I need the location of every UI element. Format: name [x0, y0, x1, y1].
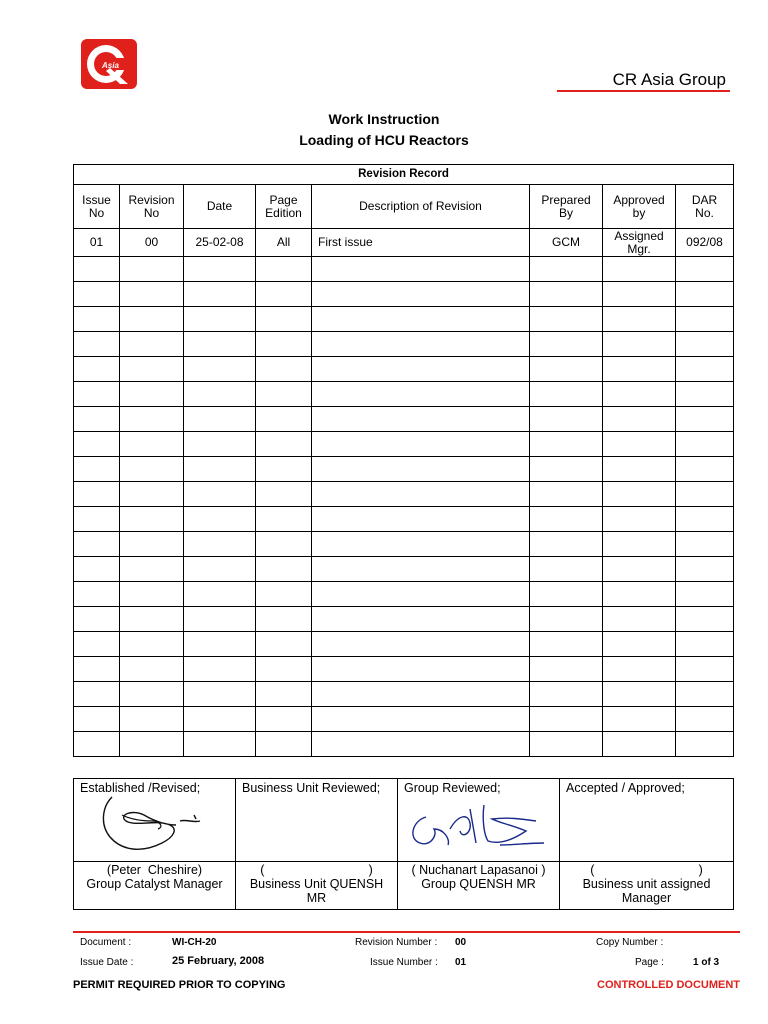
empty-cell [530, 607, 603, 632]
empty-cell [530, 557, 603, 582]
empty-cell [312, 507, 530, 532]
empty-cell [120, 457, 184, 482]
empty-cell [74, 507, 120, 532]
accepted-signatory [560, 862, 734, 910]
empty-table-row [74, 582, 734, 607]
signatory-role: Business unit assigned Manager [582, 877, 711, 905]
issue-date-label: Issue Date : [80, 957, 134, 968]
empty-cell [256, 307, 312, 332]
empty-table-row [74, 732, 734, 757]
revision-number-label: Revision Number : [355, 937, 438, 948]
empty-cell [184, 582, 256, 607]
empty-cell [603, 507, 676, 532]
empty-cell [603, 482, 676, 507]
empty-cell [74, 407, 120, 432]
empty-cell [676, 682, 734, 707]
empty-cell [256, 582, 312, 607]
empty-cell [74, 557, 120, 582]
empty-cell [74, 382, 120, 407]
signatory-name: ( ) [590, 863, 703, 877]
empty-cell [120, 707, 184, 732]
empty-cell [530, 357, 603, 382]
empty-cell [184, 507, 256, 532]
empty-table-row [74, 682, 734, 707]
empty-cell [256, 457, 312, 482]
revision-record-table [73, 164, 734, 757]
empty-cell [676, 657, 734, 682]
empty-cell [120, 307, 184, 332]
empty-cell [256, 357, 312, 382]
signatory-role: Business Unit QUENSH MR [249, 877, 384, 905]
cell-issue: 01 [74, 229, 120, 257]
empty-cell [256, 382, 312, 407]
empty-cell [184, 382, 256, 407]
empty-cell [74, 657, 120, 682]
empty-cell [530, 582, 603, 607]
empty-table-row [74, 607, 734, 632]
empty-cell [184, 607, 256, 632]
empty-table-row [74, 432, 734, 457]
document-value: WI-CH-20 [172, 937, 217, 948]
empty-cell [603, 282, 676, 307]
col-issue-no: Issue No [74, 185, 120, 229]
empty-cell [530, 382, 603, 407]
empty-cell [530, 257, 603, 282]
empty-cell [74, 532, 120, 557]
empty-cell [184, 532, 256, 557]
empty-table-row [74, 457, 734, 482]
empty-cell [74, 307, 120, 332]
empty-cell [120, 732, 184, 757]
empty-cell [312, 482, 530, 507]
empty-cell [676, 407, 734, 432]
empty-cell [312, 707, 530, 732]
empty-cell [312, 332, 530, 357]
empty-cell [530, 457, 603, 482]
empty-table-row [74, 407, 734, 432]
empty-cell [74, 357, 120, 382]
empty-cell [676, 482, 734, 507]
empty-cell [603, 457, 676, 482]
empty-cell [676, 357, 734, 382]
col-dar-no: DAR No. [676, 185, 734, 229]
empty-cell [120, 632, 184, 657]
col-date: Date [184, 185, 256, 229]
empty-cell [74, 607, 120, 632]
empty-cell [184, 707, 256, 732]
empty-cell [74, 457, 120, 482]
empty-cell [120, 282, 184, 307]
empty-cell [184, 432, 256, 457]
empty-cell [184, 732, 256, 757]
accepted-label: Accepted / Approved; [566, 781, 685, 795]
empty-cell [603, 657, 676, 682]
empty-cell [530, 507, 603, 532]
empty-cell [676, 532, 734, 557]
empty-cell [74, 482, 120, 507]
empty-cell [312, 582, 530, 607]
empty-cell [184, 282, 256, 307]
empty-cell [312, 632, 530, 657]
empty-cell [312, 557, 530, 582]
empty-cell [74, 332, 120, 357]
empty-cell [256, 557, 312, 582]
empty-cell [312, 432, 530, 457]
empty-cell [184, 307, 256, 332]
cell-revision: 00 [120, 229, 184, 257]
empty-cell [184, 332, 256, 357]
empty-cell [120, 357, 184, 382]
empty-cell [603, 532, 676, 557]
empty-cell [603, 682, 676, 707]
empty-cell [74, 282, 120, 307]
empty-cell [676, 282, 734, 307]
empty-cell [120, 507, 184, 532]
revision-record-caption: Revision Record [74, 165, 734, 185]
empty-cell [184, 632, 256, 657]
established-cell [74, 779, 236, 862]
signatory-name: ( Nuchanart Lapasanoi ) [411, 863, 546, 877]
table-row [74, 229, 734, 257]
empty-cell [676, 457, 734, 482]
footer-rule [73, 931, 740, 933]
empty-cell [184, 357, 256, 382]
empty-table-row [74, 657, 734, 682]
empty-cell [676, 582, 734, 607]
empty-cell [256, 432, 312, 457]
col-description: Description of Revision [312, 185, 530, 229]
copy-number-label: Copy Number : [596, 937, 664, 948]
empty-table-row [74, 532, 734, 557]
cell-page: All [256, 229, 312, 257]
empty-cell [603, 307, 676, 332]
revision-header-row [74, 185, 734, 229]
empty-cell [120, 532, 184, 557]
empty-cell [184, 407, 256, 432]
empty-cell [530, 407, 603, 432]
empty-cell [603, 332, 676, 357]
empty-cell [312, 282, 530, 307]
empty-cell [530, 432, 603, 457]
empty-cell [603, 257, 676, 282]
signature-image [82, 785, 212, 863]
empty-cell [530, 482, 603, 507]
empty-cell [74, 732, 120, 757]
empty-cell [74, 707, 120, 732]
empty-cell [184, 557, 256, 582]
signoff-table [73, 778, 734, 910]
cell-approved: Assigned Mgr. [603, 229, 676, 257]
empty-cell [603, 432, 676, 457]
empty-cell [312, 657, 530, 682]
empty-cell [184, 482, 256, 507]
empty-cell [120, 607, 184, 632]
empty-cell [256, 607, 312, 632]
empty-cell [603, 407, 676, 432]
document-type: Work Instruction [328, 111, 440, 127]
logo-text: Asia [102, 61, 119, 70]
empty-cell [530, 282, 603, 307]
empty-cell [120, 657, 184, 682]
empty-cell [312, 382, 530, 407]
empty-cell [256, 532, 312, 557]
empty-cell [312, 307, 530, 332]
empty-cell [74, 682, 120, 707]
bu-signatory [236, 862, 398, 910]
empty-table-row [74, 632, 734, 657]
bu-reviewed-cell [236, 779, 398, 862]
empty-cell [312, 357, 530, 382]
empty-cell [312, 257, 530, 282]
empty-cell [603, 357, 676, 382]
empty-cell [74, 257, 120, 282]
empty-cell [530, 532, 603, 557]
controlled-document-notice: CONTROLLED DOCUMENT [597, 979, 740, 991]
empty-cell [530, 307, 603, 332]
empty-cell [256, 707, 312, 732]
established-signatory [74, 862, 236, 910]
empty-cell [74, 632, 120, 657]
accepted-cell [560, 779, 734, 862]
empty-cell [74, 582, 120, 607]
empty-cell [312, 682, 530, 707]
empty-cell [676, 632, 734, 657]
empty-table-row [74, 482, 734, 507]
signatory-name: ( ) [260, 863, 373, 877]
group-signatory [398, 862, 560, 910]
page-label: Page : [635, 957, 664, 968]
empty-cell [603, 607, 676, 632]
header-rule [557, 90, 730, 92]
col-page-edition: Page Edition [256, 185, 312, 229]
empty-cell [184, 682, 256, 707]
empty-cell [603, 557, 676, 582]
empty-cell [676, 257, 734, 282]
empty-table-row [74, 282, 734, 307]
empty-table-row [74, 332, 734, 357]
empty-cell [312, 732, 530, 757]
empty-cell [184, 657, 256, 682]
empty-cell [676, 607, 734, 632]
signature-image [404, 795, 554, 855]
empty-cell [312, 607, 530, 632]
empty-cell [603, 382, 676, 407]
empty-table-row [74, 382, 734, 407]
empty-cell [74, 432, 120, 457]
empty-cell [676, 707, 734, 732]
empty-table-row [74, 707, 734, 732]
bu-reviewed-label: Business Unit Reviewed; [242, 781, 381, 795]
empty-cell [530, 682, 603, 707]
empty-cell [312, 457, 530, 482]
established-label: Established /Revised; [80, 781, 201, 795]
empty-cell [530, 732, 603, 757]
empty-table-row [74, 257, 734, 282]
empty-cell [530, 657, 603, 682]
col-revision-no: Revision No [120, 185, 184, 229]
revision-number-value: 00 [455, 937, 467, 948]
empty-table-row [74, 507, 734, 532]
empty-cell [676, 732, 734, 757]
empty-cell [312, 532, 530, 557]
cell-prepared: GCM [530, 229, 603, 257]
issue-date-value: 25 February, 2008 [172, 955, 265, 967]
cell-dar: 092/08 [676, 229, 734, 257]
empty-cell [120, 482, 184, 507]
page-value: 1 of 3 [693, 957, 720, 968]
signatory-name: (Peter Cheshire) [106, 863, 203, 877]
empty-cell [120, 682, 184, 707]
permit-notice: PERMIT REQUIRED PRIOR TO COPYING [73, 979, 286, 991]
cell-date: 25-02-08 [184, 229, 256, 257]
empty-cell [603, 632, 676, 657]
empty-cell [603, 732, 676, 757]
issue-number-label: Issue Number : [370, 957, 438, 968]
empty-cell [256, 407, 312, 432]
empty-cell [530, 707, 603, 732]
empty-cell [530, 632, 603, 657]
issue-number-value: 01 [455, 957, 467, 968]
empty-cell [676, 507, 734, 532]
company-name: CR Asia Group [612, 70, 726, 89]
empty-cell [530, 332, 603, 357]
empty-cell [120, 407, 184, 432]
signatory-role: Group Catalyst Manager [86, 877, 223, 891]
empty-cell [603, 582, 676, 607]
empty-cell [676, 332, 734, 357]
document-title: Loading of HCU Reactors [299, 132, 469, 148]
empty-cell [603, 707, 676, 732]
cell-description: First issue [312, 229, 530, 257]
empty-cell [676, 382, 734, 407]
document-label: Document : [80, 937, 132, 948]
empty-cell [120, 332, 184, 357]
empty-cell [256, 482, 312, 507]
empty-cell [312, 407, 530, 432]
empty-cell [120, 257, 184, 282]
empty-cell [256, 332, 312, 357]
group-reviewed-cell [398, 779, 560, 862]
group-reviewed-label: Group Reviewed; [404, 781, 501, 795]
empty-cell [256, 732, 312, 757]
empty-cell [676, 557, 734, 582]
empty-table-row [74, 557, 734, 582]
col-approved-by: Approved by [603, 185, 676, 229]
empty-cell [256, 682, 312, 707]
empty-table-row [74, 357, 734, 382]
empty-cell [256, 282, 312, 307]
empty-cell [184, 257, 256, 282]
col-prepared-by: Prepared By [530, 185, 603, 229]
empty-cell [256, 632, 312, 657]
empty-cell [256, 257, 312, 282]
empty-table-row [74, 307, 734, 332]
empty-cell [256, 507, 312, 532]
cr-asia-logo [80, 38, 138, 90]
empty-cell [676, 432, 734, 457]
empty-cell [256, 657, 312, 682]
empty-cell [120, 557, 184, 582]
empty-cell [120, 432, 184, 457]
empty-cell [184, 457, 256, 482]
empty-cell [120, 582, 184, 607]
signatory-role: Group QUENSH MR [421, 877, 536, 891]
empty-cell [120, 382, 184, 407]
empty-cell [676, 307, 734, 332]
